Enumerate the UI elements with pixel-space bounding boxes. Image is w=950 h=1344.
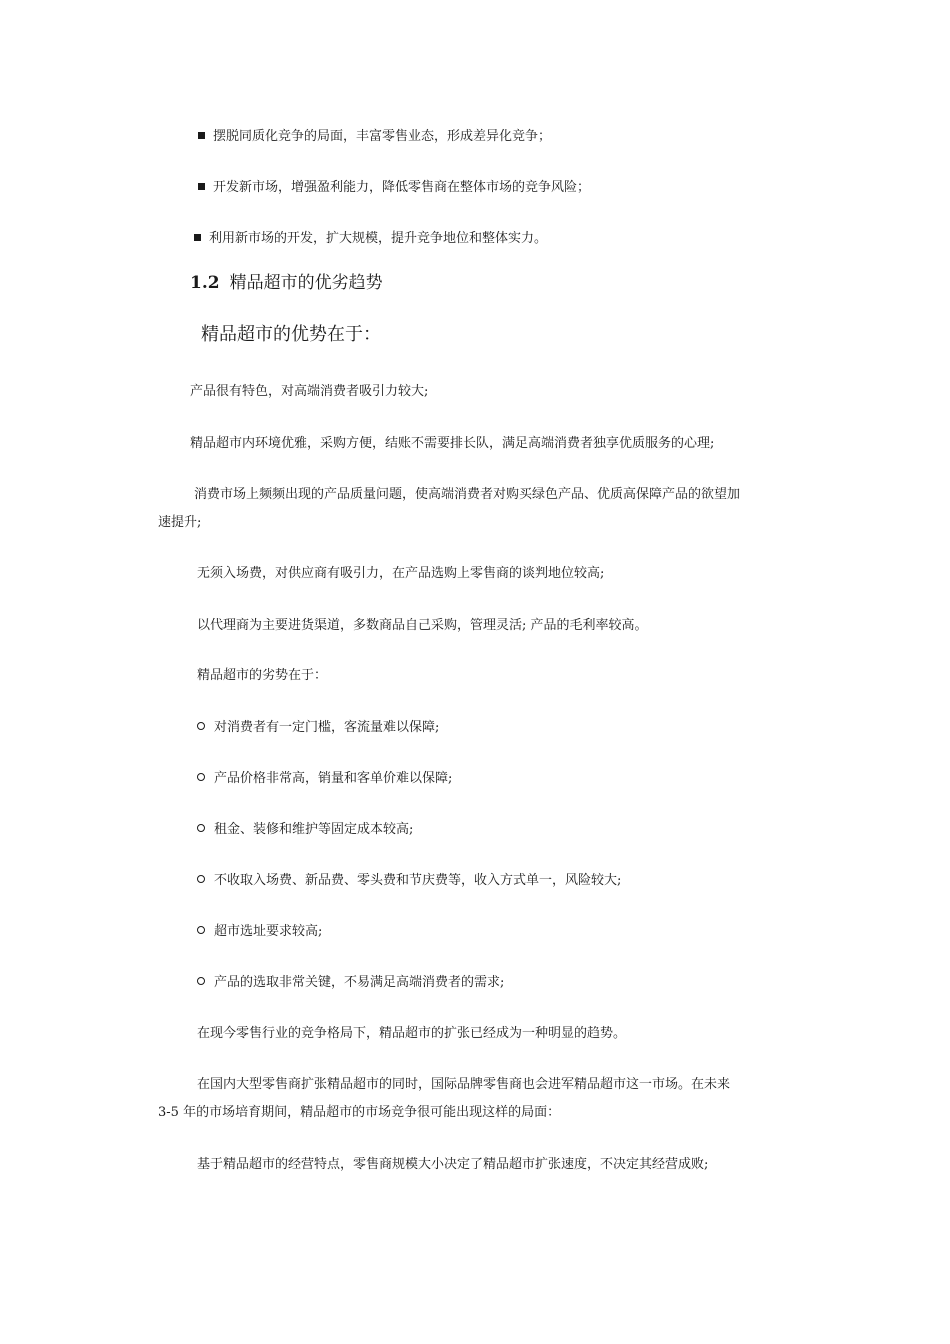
section-heading <box>190 273 383 293</box>
closing-paragraph-1: 在现今零售行业的竞争格局下，精品超市的扩张已经成为一种明显的趋势。 <box>197 1026 627 1041</box>
section-number: 1.2 <box>190 273 220 293</box>
closing-paragraph-2-continued: 3-5 年的市场培育期间，精品超市的市场竞争很可能出现这样的局面： <box>158 1105 561 1120</box>
disadvantage-item-2 <box>197 771 452 787</box>
advantages-heading: 精品超市的优势在于： <box>201 324 381 345</box>
advantage-item-1: 产品很有特色，对高端消费者吸引力较大; <box>190 384 429 399</box>
disadvantages-heading: 精品超市的劣势在于： <box>197 668 328 683</box>
advantage-item-4: 无须入场费，对供应商有吸引力，在产品选购上零售商的谈判地位较高; <box>197 566 605 581</box>
disadvantage-text: 产品价格非常高，销量和客单价难以保障; <box>214 771 453 786</box>
closing-paragraph-3: 基于精品超市的经营特点，零售商规模大小决定了精品超市扩张速度，不决定其经营成败; <box>197 1157 709 1172</box>
intro-bullet-text: 摆脱同质化竞争的局面，丰富零售业态，形成差异化竞争； <box>213 129 552 144</box>
square-bullet-icon <box>198 183 205 190</box>
disadvantage-item-4 <box>197 873 621 889</box>
disadvantage-text: 超市选址要求较高; <box>214 924 323 939</box>
disadvantage-item-5 <box>197 924 322 940</box>
intro-bullet-3 <box>194 231 547 247</box>
disadvantage-text: 不收取入场费、新品费、零头费和节庆费等，收入方式单一，风险较大; <box>214 873 622 888</box>
circle-bullet-icon <box>197 722 205 730</box>
disadvantage-text: 对消费者有一定门槛，客流量难以保障; <box>214 720 440 735</box>
circle-bullet-icon <box>197 926 205 934</box>
circle-bullet-icon <box>197 875 205 883</box>
circle-bullet-icon <box>197 773 205 781</box>
section-title: 精品超市的优劣趋势 <box>229 273 383 293</box>
disadvantage-item-1 <box>197 720 439 736</box>
disadvantage-item-6 <box>197 975 504 991</box>
circle-bullet-icon <box>197 977 205 985</box>
intro-bullet-2 <box>198 180 590 196</box>
advantage-item-3-continued: 速提升; <box>158 515 202 530</box>
disadvantage-text: 产品的选取非常关键，不易满足高端消费者的需求; <box>214 975 505 990</box>
advantage-item-5: 以代理商为主要进货渠道，多数商品自己采购，管理灵活; 产品的毛利率较高。 <box>197 618 648 633</box>
intro-bullet-text: 利用新市场的开发，扩大规模，提升竞争地位和整体实力。 <box>209 231 548 246</box>
disadvantage-text: 租金、装修和维护等固定成本较高; <box>214 822 414 837</box>
intro-bullet-1 <box>198 129 551 145</box>
intro-bullet-text: 开发新市场，增强盈利能力，降低零售商在整体市场的竞争风险； <box>213 180 591 195</box>
square-bullet-icon <box>194 234 201 241</box>
square-bullet-icon <box>198 132 205 139</box>
closing-paragraph-2: 在国内大型零售商扩张精品超市的同时，国际品牌零售商也会进军精品超市这一市场。在未来 <box>197 1077 731 1092</box>
advantage-item-2: 精品超市内环境优雅，采购方便，结账不需要排长队，满足高端消费者独享优质服务的心理; <box>190 436 715 451</box>
advantage-item-3: 消费市场上频频出现的产品质量问题，使高端消费者对购买绿色产品、优质高保障产品的欲望加 <box>194 487 741 502</box>
circle-bullet-icon <box>197 824 205 832</box>
disadvantage-item-3 <box>197 822 413 838</box>
